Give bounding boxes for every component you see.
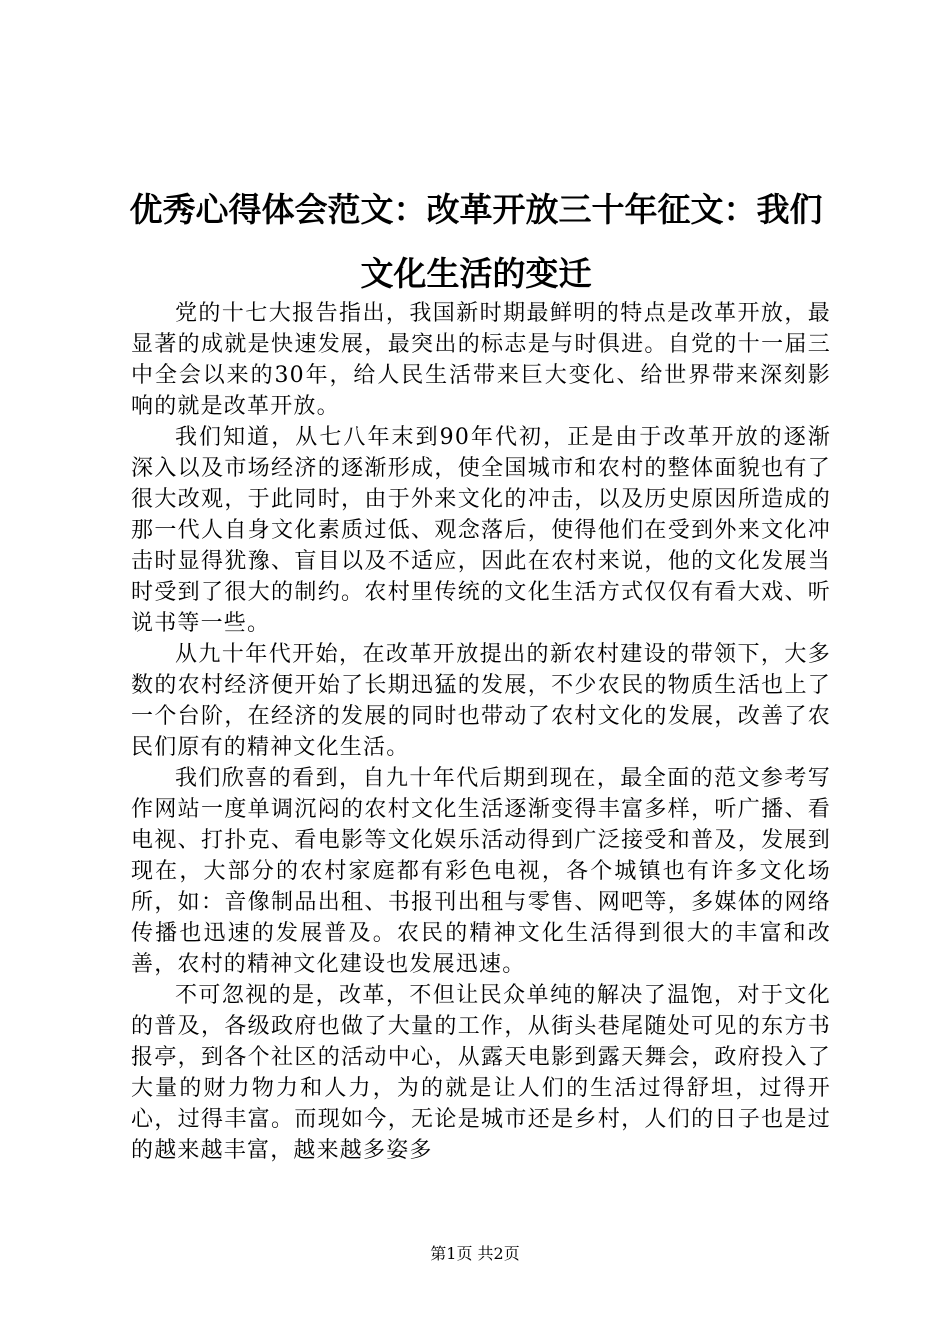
paragraph: 我们欣喜的看到，自九十年代后期到现在，最全面的范文参考写作网站一度单调沉闷的农村文化生活逐渐变得丰富多样，听广播、看电视、打扑克、看电影等文化娱乐活动得到广泛接受和普及，发展到现在，大部分的农村家庭都有彩色电视，各个城镇也有许多文化场所，如：音像制品出租、书报刊出租与零售、网吧等，多媒体的网络传播也迅速的发展普及。农民的精神文化生活得到很大的丰富和改善，农村的精神文化建设也发展迅速。 <box>131 766 831 977</box>
paragraph: 从九十年代开始，在改革开放提出的新农村建设的带领下，大多数的农村经济便开始了长期迅猛的发展，不少农民的物质生活也上了一个台阶，在经济的发展的同时也带动了农村文化的发展，改善了农民们原有的精神文化生活。 <box>131 642 831 760</box>
paragraph: 党的十七大报告指出，我国新时期最鲜明的特点是改革开放，最显著的成就是快速发展，最突出的标志是与时俱进。自党的十一届三中全会以来的30年，给人民生活带来巨大变化、给世界带来深刻影响的就是改革开放。 <box>131 301 831 419</box>
document-body <box>131 298 831 1166</box>
paragraph: 我们知道，从七八年末到90年代初，正是由于改革开放的逐渐深入以及市场经济的逐渐形成，使全国城市和农村的整体面貌也有了很大改观，于此同时，由于外来文化的冲击，以及历史原因所造成的那一代人自身文化素质过低、观念落后，使得他们在受到外来文化冲击时显得犹豫、盲目以及不适应，因此在农村来说，他的文化发展当时受到了很大的制约。农村里传统的文化生活方式仅仅有看大戏、听说书等一些。 <box>131 425 831 636</box>
document-title: 优秀心得体会范文：改革开放三十年征文：我们文化生活的变迁 <box>129 190 823 293</box>
paragraph: 不可忽视的是，改革，不但让民众单纯的解决了温饱，对于文化的普及，各级政府也做了大量的工作，从街头巷尾随处可见的东方书报亭，到各个社区的活动中心，从露天电影到露天舞会，政府投入了大量的财力物力和人力，为的就是让人们的生活过得舒坦，过得开心，过得丰富。而现如今，无论是城市还是乡村，人们的日子也是过的越来越丰富，越来越多姿多 <box>131 983 831 1163</box>
page-footer: 第1页 共2页 <box>430 1244 520 1263</box>
